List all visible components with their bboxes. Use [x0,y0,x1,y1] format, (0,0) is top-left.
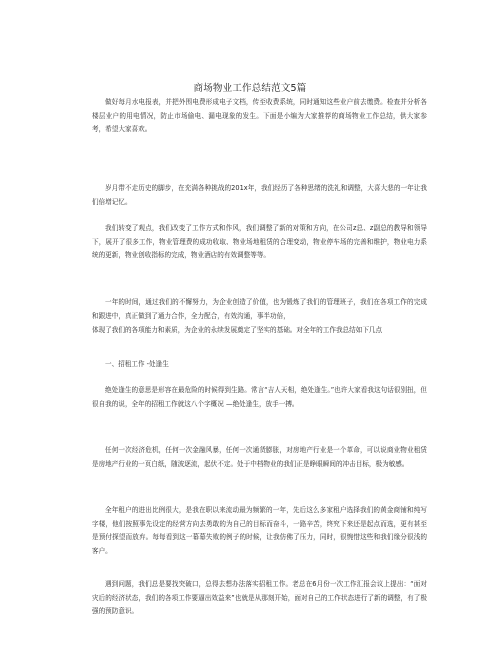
body-paragraph-4: 体现了我们的各项能力和素质，为企业的永续发展奠定了坚实的基础。对全年的工作我总结如下几点 [92,326,383,334]
body-paragraph-1: 岁月带不走历史的脚步，在充满各种挑战的201x年，我们经历了各种思绪的洗礼和调整，大喜大悲的一年让我们倍增记忆。 [92,184,427,206]
intro-paragraph: 做好每月水电报表，并把外围电费形成电子文档，传至收费系统，同时通知这些业户前去缴费。检查并分析各楼层业户的用电情况，防止市场偷电、漏电现象的发生。下面是小编为大家推荐的商场物业工作总结，供大家参考，希望大家喜欢。 [92,98,427,134]
section-paragraph-1: 绝处逢生的意思是形容在最危险的时候得到生路。常言“吉人天相，绝处逢生。”也许大家看我这句话很别扭，但很自我的说，全年的招租工作就这八个字概况 —绝处逢生，放手一搏。 [92,386,427,408]
section-paragraph-3: 全年租户的进出比例很大，是我在职以来流动最为频繁的一年，先后这么多家租户选择我们的黄金商铺和纯写字楼，他们按照事先设定的经营方向去勇敢的为自己的目标而奋斗，一路辛苦，终究下来还是起点而选，更有甚至是预付探望而放弃。每每看到这一幕幕失败的例子的时候，让我仿佛了压力，同时，很惋惜这些和我们缘分很浅的客户。 [92,506,427,555]
body-paragraph-2: 我们转变了观点，我们改变了工作方式和作风，我们调整了新的对策和方向，在公司z总、z副总的教导和领导下，展开了很多工作，物业管理费的成功收取、物业场地租赁的合理变动，物业停车场的完善和维护，物业电力系统的更新，物业创收指标的完成，物业酒店的有效调整等等。 [92,224,427,260]
document-title: 商场物业工作总结范文5篇 [193,83,307,94]
section-heading: 一、招租工作 -处逢生 [105,360,169,368]
section-paragraph-4: 遇到问题，我们总是要找突破口，总得去想办法落实招租工作。老总在6月份一次工作汇报会议上提出：“面对灾后的经济状态，我们的各项工作要逼出效益来”也就是从那刻开始，面对自己的工作状态进行了新的调整，有了极强的预防意识。 [92,580,427,616]
body-paragraph-3: 一年的时间，通过我们的不懈努力，为企业创造了价值，也为锻炼了我们的管理班子，我们在各项工作的完成和跟进中，真正做到了通力合作，全力配合，有效沟通，事半功倍， [92,298,427,320]
section-paragraph-2: 任何一次经济危机，任何一次金融风暴，任何一次通货膨胀，对房地产行业是一个革命，可以说商业物业租赁是房地产行业的一页白纸，随波逐流，起伏不定。处于中档物业的我们正是睁眼瞬间的冲击目标，极为敏感。 [92,446,427,468]
